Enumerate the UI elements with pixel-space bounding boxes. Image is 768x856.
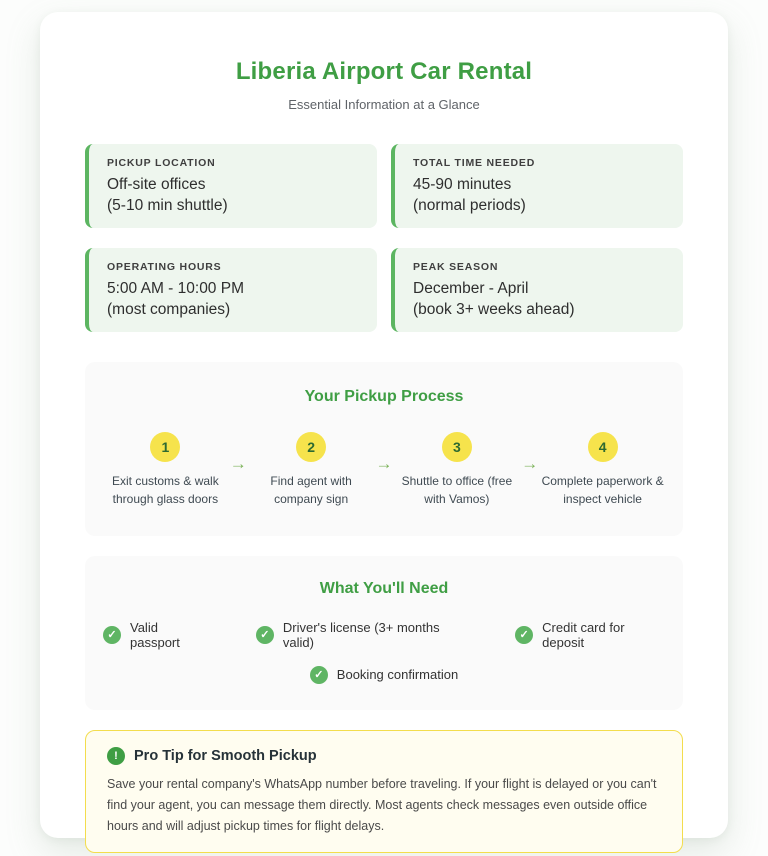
info-card-label: PEAK SEASON [413,260,499,273]
process-step-4 [540,432,665,508]
info-card-value [107,175,359,217]
requirement-label: Driver's license (3+ months valid) [282,619,440,650]
info-card-value-line1: 5:00 AM - 10:00 PM [107,279,244,297]
step-description: Find agent with company sign [270,473,352,506]
requirement-label: Booking confirmation [336,667,459,683]
arrow-right-icon: → [521,453,539,473]
info-card-label: PICKUP LOCATION [107,157,216,169]
requirement-item-booking [310,666,458,684]
main-card [40,12,728,838]
arrow-right-icon: → [375,453,393,473]
exclamation-icon: ! [107,747,125,765]
requirement-item-credit-card [515,620,665,650]
requirements-section-title: What You'll Need [319,579,449,597]
info-card-value [107,279,359,321]
step-description: Exit customs & walk through glass doors [112,473,219,506]
requirement-item-passport [103,620,208,650]
process-step-2 [249,432,374,508]
requirement-item-license [256,620,467,650]
requirements-row-1 [103,620,665,650]
step-description: Complete paperwork & inspect vehicle [541,473,664,506]
pro-tip-header [107,747,661,765]
requirement-label: Valid passport [130,619,180,650]
info-card-value-line1: December - April [413,279,529,297]
process-steps-row [103,432,665,508]
info-card-peak-season [391,248,683,332]
requirement-label: Credit card for deposit [542,619,625,650]
info-card-value-line2: (most companies) [107,300,231,318]
info-card-pickup-location [85,144,377,228]
info-card-total-time [391,144,683,228]
info-card-value [413,175,665,217]
info-card-value-line2: (normal periods) [413,196,526,214]
step-number-badge: 4 [588,432,618,462]
info-card-grid [85,144,683,332]
arrow-right-icon: → [229,453,247,473]
info-card-value-line1: 45-90 minutes [413,176,512,193]
step-number-badge: 1 [150,432,180,462]
pickup-process-section [85,362,683,536]
pro-tip-title: Pro Tip for Smooth Pickup [134,747,317,764]
info-card-value-line1: Off-site offices [107,176,206,193]
info-card-operating-hours [85,248,377,332]
process-step-3 [395,432,520,508]
process-section-title: Your Pickup Process [304,387,464,405]
requirements-section [85,556,683,710]
info-card-value-line2: (5-10 min shuttle) [107,196,228,214]
pro-tip-body: Save your rental company's WhatsApp number before traveling. If your flight is delayed or you can't find your agent, you can message them directly. Most agents check messages even outside office hours and will adjust pickup times for flight delays. [107,776,657,833]
page-subtitle: Essential Information at a Glance [288,97,480,112]
info-card-value [413,279,665,321]
requirements-row-2 [103,666,665,684]
info-card-label: OPERATING HOURS [107,260,222,273]
check-icon: ✓ [515,626,533,644]
info-card-label: TOTAL TIME NEEDED [413,157,536,169]
step-description: Shuttle to office (free with Vamos) [401,473,513,506]
process-step-1 [103,432,228,508]
page-title: Liberia Airport Car Rental [235,58,533,85]
check-icon: ✓ [103,626,121,644]
check-icon: ✓ [256,626,274,644]
pro-tip-box [85,730,683,853]
info-card-value-line2: (book 3+ weeks ahead) [413,300,575,318]
step-number-badge: 2 [296,432,326,462]
step-number-badge: 3 [442,432,472,462]
check-icon: ✓ [310,666,328,684]
